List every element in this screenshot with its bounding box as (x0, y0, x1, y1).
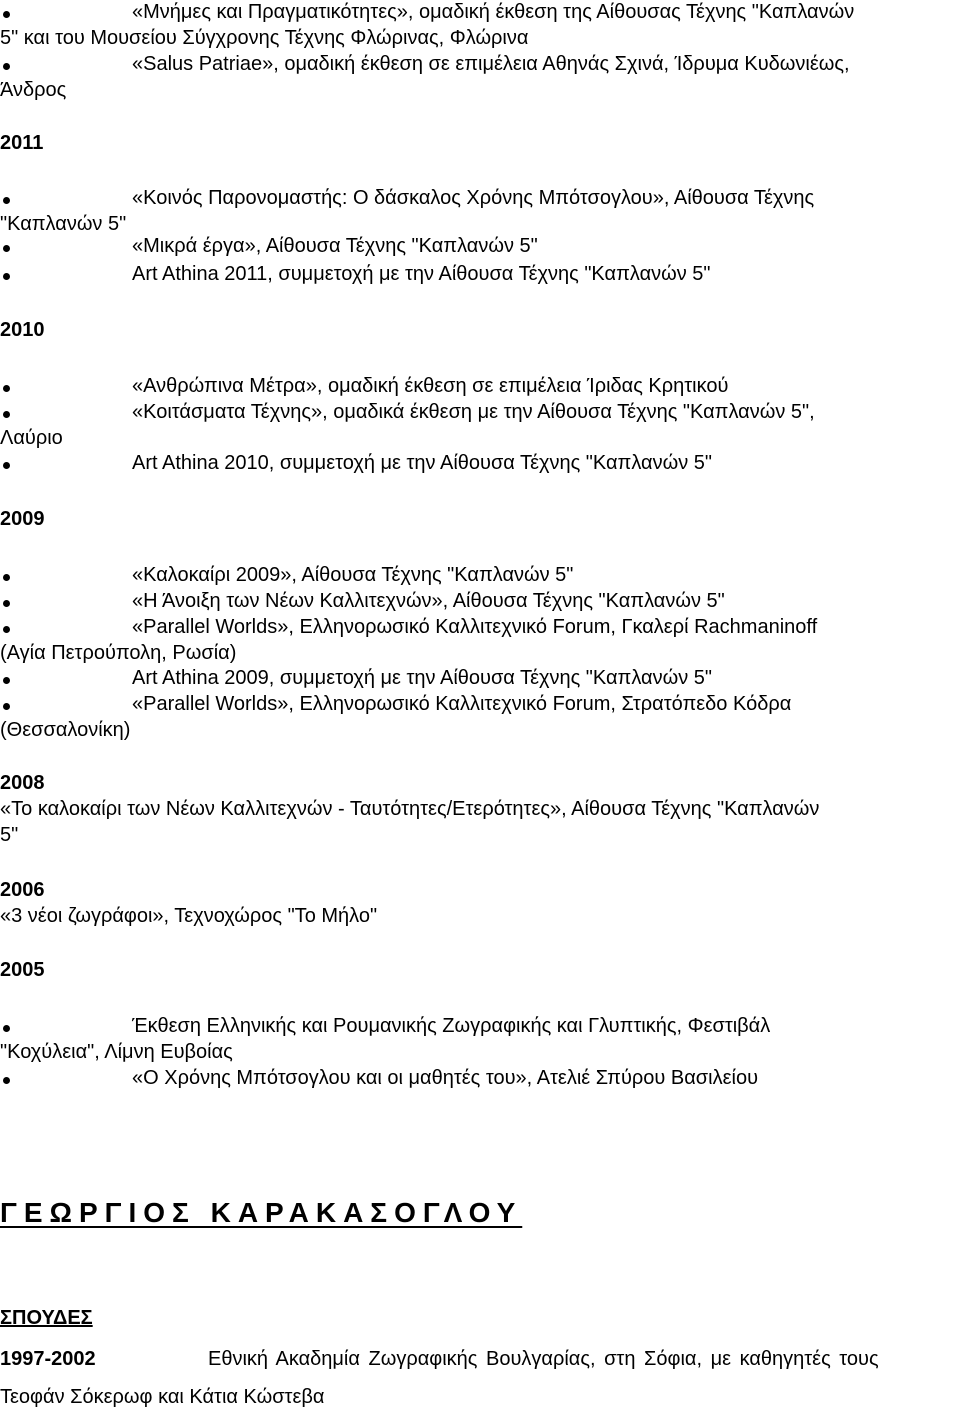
exhibition-line: «3 νέοι ζωγράφοι», Τεχνοχώρος "Το Μήλο" (0, 905, 378, 927)
list-item-continuation: Άνδρος (0, 79, 67, 101)
bullet-icon (3, 1025, 10, 1032)
bullet-icon (3, 600, 10, 607)
list-item: «Salus Patriae», ομαδική έκθεση σε επιμέλεια Αθηνάς Σχινά, Ίδρυμα Κυδωνιέως, (132, 53, 850, 75)
list-item: Έκθεση Ελληνικής και Ρουμανικής Ζωγραφικής και Γλυπτικής, Φεστιβάλ (132, 1015, 771, 1037)
exhibition-line: «Το καλοκαίρι των Νέων Καλλιτεχνών - Ταυτότητες/Ετερότητες», Αίθουσα Τέχνης "Καπλανών (0, 798, 820, 820)
list-item-continuation: (Αγία Πετρούπολη, Ρωσία) (0, 642, 237, 664)
bullet-icon (3, 574, 10, 581)
list-item: Art Athina 2010, συμμετοχή με την Αίθουσα Τέχνης "Καπλανών 5" (132, 452, 713, 474)
bullet-icon (3, 626, 10, 633)
bullet-icon (3, 677, 10, 684)
list-item: Art Athina 2009, συμμετοχή με την Αίθουσα Τέχνης "Καπλανών 5" (132, 667, 713, 689)
artist-name: ΓΕΩΡΓΙΟΣ ΚΑΡΑΚΑΣΟΓΛΟΥ (0, 1197, 523, 1228)
year-heading: 2006 (0, 879, 45, 901)
year-heading: 2010 (0, 319, 45, 341)
year-heading: 2009 (0, 508, 45, 530)
list-item: «Μνήμες και Πραγματικότητες», ομαδική έκθεση της Αίθουσας Τέχνης "Καπλανών (132, 1, 855, 23)
list-item-continuation: (Θεσσαλονίκη) (0, 719, 131, 741)
list-item: «Κοινός Παρονομαστής: Ο δάσκαλος Χρόνης Μπότσογλου», Αίθουσα Τέχνης (132, 187, 815, 209)
exhibition-line: 5" (0, 824, 19, 846)
list-item: «Ανθρώπινα Μέτρα», ομαδική έκθεση σε επιμέλεια Ίριδας Κρητικού (132, 375, 729, 397)
studies-text: Εθνική Ακαδημία Ζωγραφικής Βουλγαρίας, στη Σόφια, με καθηγητές τους (208, 1348, 879, 1370)
list-item-continuation: "Καπλανών 5" (0, 213, 127, 235)
bullet-icon (3, 1077, 10, 1084)
list-item: «Καλοκαίρι 2009», Αίθουσα Τέχνης "Καπλανών 5" (132, 564, 574, 586)
list-item: «Η Άνοιξη των Νέων Καλλιτεχνών», Αίθουσα Τέχνης "Καπλανών 5" (132, 590, 725, 612)
bullet-icon (3, 11, 10, 18)
bullet-icon (3, 462, 10, 469)
bullet-icon (3, 385, 10, 392)
list-item-continuation: 5" και του Μουσείου Σύγχρονης Τέχνης Φλώρινας, Φλώρινα (0, 27, 529, 49)
list-item: «Κοιτάσματα Τέχνης», ομαδικά έκθεση με την Αίθουσα Τέχνης "Καπλανών 5", (132, 401, 815, 423)
bullet-icon (3, 273, 10, 280)
list-item: Art Athina 2011, συμμετοχή με την Αίθουσα Τέχνης "Καπλανών 5" (132, 263, 711, 285)
bullet-icon (3, 245, 10, 252)
list-item-continuation: Λαύριο (0, 427, 63, 449)
year-heading: 2008 (0, 772, 45, 794)
list-item-continuation: "Κοχύλεια", Λίμνη Ευβοίας (0, 1041, 233, 1063)
bullet-icon (3, 63, 10, 70)
year-heading: 2011 (0, 132, 44, 154)
list-item: «Μικρά έργα», Αίθουσα Τέχνης "Καπλανών 5" (132, 235, 538, 257)
bullet-icon (3, 703, 10, 710)
list-item: «Parallel Worlds», Ελληνορωσικό Καλλιτεχνικό Forum, Γκαλερί Rachmaninoff (132, 616, 818, 638)
list-item: «Parallel Worlds», Ελληνορωσικό Καλλιτεχνικό Forum, Στρατόπεδο Κόδρα (132, 693, 792, 715)
list-item: «Ο Χρόνης Μπότσογλου και οι μαθητές του», Ατελιέ Σπύρου Βασιλείου (132, 1067, 759, 1089)
bullet-icon (3, 411, 10, 418)
bullet-icon (3, 197, 10, 204)
year-heading: 2005 (0, 959, 45, 981)
studies-text-continuation: Τεοφάν Σόκερωφ και Κάτια Κώστεβα (0, 1386, 325, 1408)
studies-heading: ΣΠΟΥΔΕΣ (0, 1307, 93, 1329)
studies-years: 1997-2002 (0, 1348, 96, 1370)
